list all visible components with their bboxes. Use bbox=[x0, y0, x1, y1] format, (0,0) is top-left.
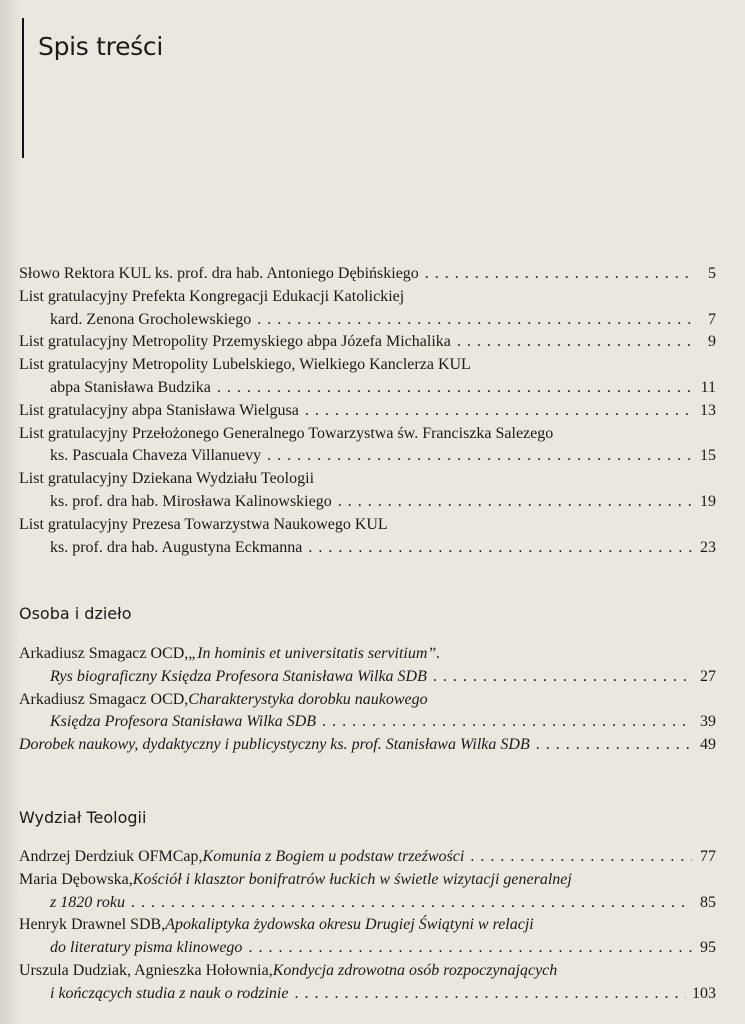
toc-entry-line bbox=[19, 400, 716, 423]
entry-text: ks. prof. dra hab. Mirosława Kalinowskiego bbox=[50, 492, 332, 510]
title-rule bbox=[22, 18, 24, 158]
toc-entry[interactable] bbox=[19, 514, 716, 560]
toc-entry-line bbox=[19, 537, 716, 560]
entry-text: kard. Zenona Grocholewskiego bbox=[50, 310, 252, 328]
entry-text: Henryk Drawnel SDB, bbox=[19, 916, 166, 934]
toc-entry-line bbox=[19, 286, 716, 309]
entry-title-italic: do literatury pisma klinowego bbox=[50, 939, 243, 957]
toc-entry-line bbox=[19, 491, 716, 514]
page-number: 39 bbox=[700, 713, 716, 731]
entry-text: ks. prof. dra hab. Augustyna Eckmanna bbox=[50, 538, 303, 556]
dot-leader bbox=[131, 892, 692, 915]
entry-text: ks. Pascuala Chaveza Villanuevy bbox=[50, 447, 262, 465]
page-number: 103 bbox=[692, 984, 716, 1002]
toc-entry-line bbox=[19, 846, 716, 869]
dot-leader bbox=[257, 309, 692, 332]
entry-text: Maria Dębowska, bbox=[19, 870, 133, 888]
entry-text: List gratulacyjny Prefekta Kongregacji Edukacji Katolickiej bbox=[19, 287, 405, 305]
toc-entry[interactable] bbox=[19, 689, 716, 735]
toc-entry[interactable] bbox=[19, 914, 716, 960]
toc-entry[interactable] bbox=[19, 643, 716, 689]
toc-entry[interactable] bbox=[19, 846, 716, 869]
toc-entry-line bbox=[19, 377, 716, 400]
dot-leader bbox=[425, 263, 692, 286]
entry-title-italic: Księdza Profesora Stanisława Wilka SDB bbox=[50, 713, 317, 731]
entry-title-italic: Dorobek naukowy, dydaktyczny i publicystyczny ks. prof. Stanisława Wilka SDB bbox=[19, 736, 530, 754]
entry-title-italic: Charakterystyka dorobku naukowego bbox=[188, 690, 428, 708]
page-number: 7 bbox=[708, 310, 716, 328]
toc-entry-line bbox=[19, 445, 716, 468]
toc-entry-line bbox=[19, 468, 716, 491]
entry-text: abpa Stanisława Budzika bbox=[50, 378, 211, 396]
section-heading-osoba: Osoba i dzieło bbox=[19, 604, 132, 623]
entry-title-italic: z 1820 roku bbox=[50, 893, 125, 911]
toc-entry[interactable] bbox=[19, 869, 716, 915]
toc-entry[interactable] bbox=[19, 734, 716, 757]
entry-text: Arkadiusz Smagacz OCD, bbox=[19, 645, 189, 662]
entry-text: List gratulacyjny Prezesa Towarzystwa Naukowego KUL bbox=[19, 515, 388, 533]
entry-text: Słowo Rektora KUL ks. prof. dra hab. Antoniego Dębińskiego bbox=[19, 265, 419, 282]
entry-title-italic: i kończących studia z nauk o rodzinie bbox=[50, 984, 289, 1002]
toc-entry-line bbox=[19, 354, 716, 377]
dot-leader bbox=[305, 400, 692, 423]
page-number: 23 bbox=[700, 538, 716, 556]
page-number: 5 bbox=[708, 265, 716, 282]
toc-entry-line bbox=[19, 643, 716, 666]
toc-entry-line bbox=[19, 666, 716, 689]
toc-entry[interactable] bbox=[19, 263, 716, 286]
page-number: 49 bbox=[700, 736, 716, 754]
toc-entry-line bbox=[19, 869, 716, 892]
entry-title-italic: Komunia z Bogiem u podstaw trzeźwości bbox=[202, 848, 465, 865]
page-number: 9 bbox=[708, 333, 716, 351]
toc-entry-line bbox=[19, 514, 716, 537]
toc-entry[interactable] bbox=[19, 960, 716, 1006]
toc-entry[interactable] bbox=[19, 331, 716, 354]
entry-title-italic: Kościół i klasztor bonifratrów łuckich w świetle wizytacji generalnej bbox=[132, 870, 572, 888]
page-number: 13 bbox=[700, 401, 716, 419]
dot-leader bbox=[470, 846, 692, 869]
toc-entry[interactable] bbox=[19, 286, 716, 332]
dot-leader bbox=[338, 491, 692, 514]
toc-entry-line bbox=[19, 263, 716, 286]
toc-entry-line bbox=[19, 309, 716, 332]
dot-leader bbox=[536, 734, 692, 757]
entry-text: List gratulacyjny Przełożonego Generalnego Towarzystwa św. Franciszka Salezego bbox=[19, 424, 554, 442]
dot-leader bbox=[217, 377, 692, 400]
toc-entry-line bbox=[19, 711, 716, 734]
toc-section-wydzial bbox=[19, 846, 716, 1006]
entry-text: List gratulacyjny Metropolity Lubelskiego, Wielkiego Kanclerza KUL bbox=[19, 356, 471, 374]
toc-entry-line bbox=[19, 914, 716, 937]
toc-entry-line bbox=[19, 892, 716, 915]
entry-title-italic: Rys biograficzny Księdza Profesora Stanisława Wilka SDB bbox=[50, 667, 427, 685]
page-title: Spis treści bbox=[38, 32, 163, 61]
section-heading-wydzial: Wydział Teologii bbox=[19, 808, 147, 827]
dot-leader bbox=[248, 937, 692, 960]
page-number: 11 bbox=[700, 378, 716, 396]
toc-entry-line bbox=[19, 423, 716, 446]
entry-title-italic: „In hominis et universitatis servitium”. bbox=[188, 645, 441, 662]
entry-text: List gratulacyjny Metropolity Przemyskiego abpa Józefa Michalika bbox=[19, 333, 451, 351]
entry-text: Arkadiusz Smagacz OCD, bbox=[19, 690, 189, 708]
dot-leader bbox=[294, 983, 686, 1006]
dot-leader bbox=[322, 711, 692, 734]
toc-entry-line bbox=[19, 937, 716, 960]
dot-leader bbox=[308, 537, 692, 560]
toc-section-osoba bbox=[19, 643, 716, 757]
toc-entry-line bbox=[19, 331, 716, 354]
page-number: 15 bbox=[700, 447, 716, 465]
page-number: 19 bbox=[700, 492, 716, 510]
toc-entry[interactable] bbox=[19, 468, 716, 514]
entry-title-italic: Apokaliptyka żydowska okresu Drugiej Świątyni w relacji bbox=[165, 916, 534, 934]
toc-entry[interactable] bbox=[19, 354, 716, 400]
entry-text: List gratulacyjny abpa Stanisława Wielgusa bbox=[19, 401, 299, 419]
page-number: 85 bbox=[700, 893, 716, 911]
page-number: 95 bbox=[700, 939, 716, 957]
page-number: 27 bbox=[700, 667, 716, 685]
dot-leader bbox=[267, 445, 692, 468]
toc-entry[interactable] bbox=[19, 423, 716, 469]
toc-entry-line bbox=[19, 734, 716, 757]
dot-leader bbox=[433, 666, 692, 689]
toc-entry-line bbox=[19, 960, 716, 983]
entry-title-italic: Kondycja zdrowotna osób rozpoczynających bbox=[272, 961, 558, 979]
toc-section-front-matter bbox=[19, 263, 716, 559]
entry-text: Urszula Dudziak, Agnieszka Hołownia, bbox=[19, 961, 273, 979]
page-number: 77 bbox=[700, 848, 716, 865]
entry-text: Andrzej Derdziuk OFMCap, bbox=[19, 848, 203, 865]
entry-text: List gratulacyjny Dziekana Wydziału Teologii bbox=[19, 470, 315, 488]
toc-entry-line bbox=[19, 689, 716, 712]
toc-entry-line bbox=[19, 983, 716, 1006]
dot-leader bbox=[457, 331, 692, 354]
toc-entry[interactable] bbox=[19, 400, 716, 423]
